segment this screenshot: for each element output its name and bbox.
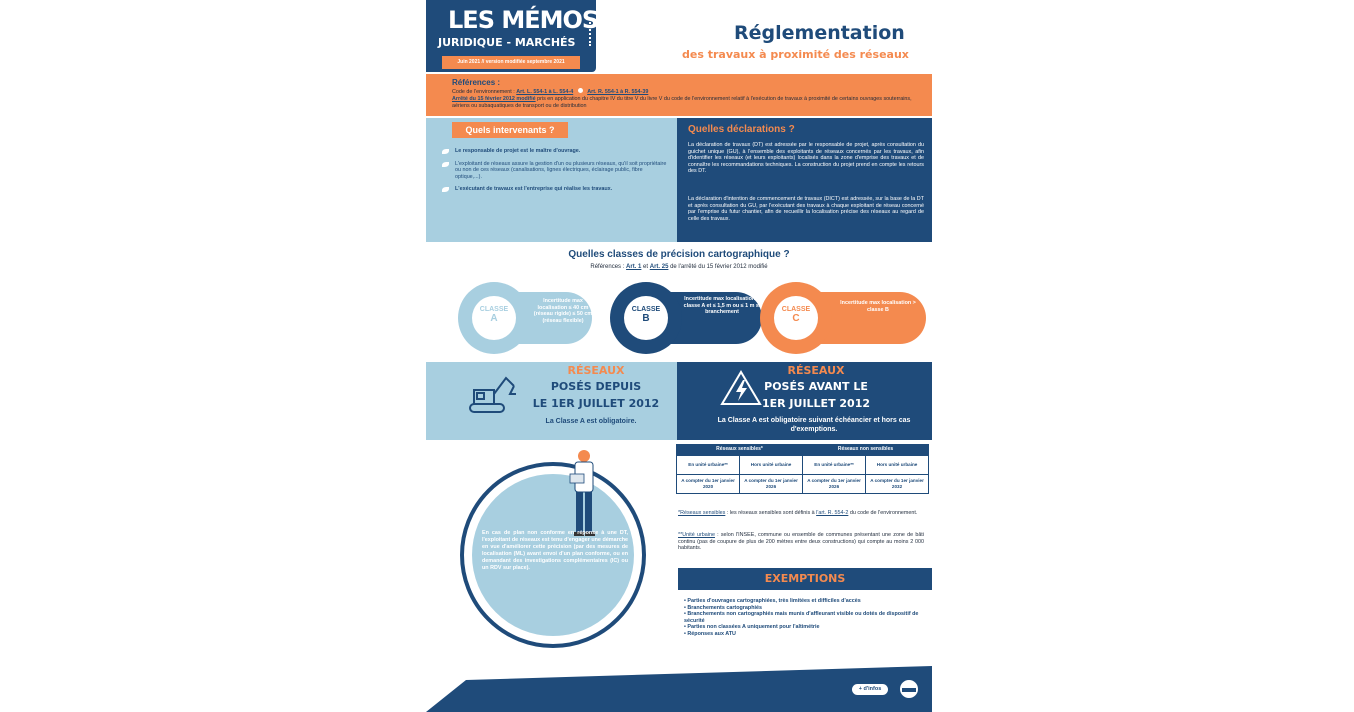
bullet-dot-icon: • (684, 598, 688, 604)
arrete-link[interactable]: Arrêté du 15 février 2012 modifié (452, 96, 536, 102)
footnote-unite-link[interactable]: **Unité urbaine (678, 532, 715, 538)
logo-stripe (902, 688, 916, 692)
references-code-line (452, 88, 922, 96)
class-b-label: CLASSE (631, 306, 661, 313)
page-title: Réglementation (734, 22, 905, 44)
class-a-label: CLASSE (479, 306, 509, 313)
exemption-text: Branchements non cartographiés mais munis d'affleurant visible ou dotés de dispositif de sécurité (684, 611, 919, 624)
arrete-text: pris en application du chapitre IV du titre V du livre V du code de l'environnement relatif à l'exécution de travaux à proximité de certains ouvrages souterrains, aériens ou subaquatiques de transport ou de distribution (452, 96, 912, 109)
declarations-heading: Quelles déclarations ? (688, 124, 795, 135)
table-cell: A compter du 1er janvier 2032 (866, 474, 929, 493)
exemption-item (684, 631, 924, 638)
intervenants-list (442, 148, 668, 193)
exemption-text: Réponses aux ATU (687, 630, 736, 637)
exemptions-heading: EXEMPTIONS (678, 568, 932, 590)
declarations-p1: La déclaration de travaux (DT) est adressée par le responsable de projet, après consultation du guichet unique (GU), à l'ensemble des exploitants de réseaux concernés par les travaux, afin d'identifier les réseaux (et leurs exploitants) localisés dans la zone d'emprise des travaux et de connaître les recommandations techniques. La construction du projet prend en compte les retours des DT. (688, 142, 924, 175)
bullet-dot-icon: • (684, 604, 688, 611)
class-a-letter: A (490, 313, 498, 324)
reseaux-depuis-line1: RÉSEAUX (567, 364, 625, 377)
class-c-label: CLASSE (781, 306, 811, 313)
declarations-panel (677, 118, 932, 242)
class-a-text: Incertitude max localisation ≤ 40 cm (réseau rigide) ≤ 50 cm (réseau flexible) (533, 298, 593, 324)
dots-divider (589, 22, 593, 46)
classes-refs (426, 264, 932, 270)
code-prefix: Code de l'environnement : (452, 89, 517, 95)
ref-link-r554[interactable]: Art. R. 554-1 à R. 554-39 (587, 89, 649, 95)
bullet-dot-icon: • (684, 624, 688, 631)
bullet-dot-icon: • (684, 630, 688, 637)
footnote-sensibles (678, 510, 924, 517)
reseaux-depuis-line2: POSÉS DEPUIS (550, 380, 642, 393)
class-a-badge (472, 296, 516, 340)
reseaux-avant-line3: 1ER JUILLET 2012 (761, 397, 871, 410)
reseaux-avant-line1: RÉSEAUX (787, 364, 845, 377)
issue-number: 3 (597, 22, 606, 39)
publisher-logo (898, 678, 920, 700)
table-col-header: Hors unité urbaine (740, 455, 803, 474)
footnote-sensibles-text: : les réseaux sensibles sont définis à (725, 510, 817, 516)
refs-mid: et (641, 264, 650, 270)
ref-art25[interactable]: Art. 25 (649, 264, 669, 270)
intervenant-text: Le responsable de projet est le maître d'ouvrage. (455, 148, 581, 154)
table-cell: A compter du 1er janvier 2026 (740, 474, 803, 493)
more-info-button[interactable]: + d'infos (852, 684, 888, 695)
memo-page (426, 0, 932, 712)
intervenant-item (442, 186, 668, 193)
table-col-header: En unité urbaine** (677, 455, 740, 474)
engineer-figure-icon (564, 448, 604, 540)
class-b-letter: B (642, 313, 650, 324)
excavator-icon (466, 372, 518, 416)
table-cell: A compter du 1er janvier 2020 (677, 474, 740, 493)
class-b-badge (624, 296, 668, 340)
notice-circle-text: En cas de plan non conforme en réponse à une DT, l'exploitant de réseaux est tenu d'engager une démarche en vue d'améliorer cette précision (par des mesures de localisation (ML) avant envoi d'un plan conforme, ou en demandant des investigations complémentaires (IC) ou un RDV sur place). (482, 530, 628, 571)
reseaux-avant-note: La Classe A est obligatoire suivant échéancier et hors cas d'exemptions. (717, 417, 911, 433)
series-subtitle: JURIDIQUE - MARCHÉS (438, 36, 576, 49)
footnote-sensibles-link[interactable]: *Réseaux sensibles (678, 510, 726, 516)
ref-art1[interactable]: Art. 1 (626, 264, 642, 270)
table-row (677, 455, 929, 474)
declarations-p2: La déclaration d'intention de commencement de travaux (DICT) est adressée, sur la base de la DT et après consultation du GU, par l'exécutant des travaux à chaque exploitant de réseau concerné par l'emprise du futur chantier, afin de recueillir la localisation précise des réseaux au regard de celle des travaux. (688, 196, 924, 222)
leaf-bullet-icon (442, 187, 449, 192)
table-group-sensibles: Réseaux sensibles* (677, 445, 803, 456)
intervenants-heading: Quels intervenants ? (452, 122, 568, 138)
footnote-sensibles-end: du code de l'environnement. (848, 510, 918, 516)
class-c-text: Incertitude max localisation > classe B (840, 300, 916, 313)
exemptions-list (684, 598, 924, 638)
exemption-text: Parties d'ouvrages cartographiées, très limitées et difficiles d'accès (687, 598, 861, 604)
intervenant-item (442, 161, 668, 181)
class-c-letter: C (792, 313, 800, 324)
exemption-item (684, 605, 924, 612)
date-badge: Juin 2021 // version modifiée septembre 2021 (442, 56, 580, 69)
exemption-text: Branchements cartographiés (687, 604, 762, 611)
table-col-header: Hors unité urbaine (866, 455, 929, 474)
leaf-bullet-icon (442, 162, 449, 167)
footnote-unite-text: : selon l'INSEE, commune ou ensemble de communes présentant une zone de bâti continu (pas de coupure de plus de 200 mètres entre deux constructions) qui compte au moins 2 000 habitants. (678, 532, 925, 552)
table-row (677, 474, 929, 493)
exemption-item (684, 611, 924, 624)
intervenant-text: L'exécutant de travaux est l'entreprise qui réalise les travaux. (455, 186, 613, 193)
series-title: LES MÉMOS (448, 6, 599, 34)
reseaux-depuis-line3: LE 1ER JUILLET 2012 (532, 397, 660, 410)
reseaux-avant-line2: POSÉS AVANT LE (764, 380, 868, 393)
table-col-header: En unité urbaine** (802, 455, 865, 474)
footnote-sensibles-ref[interactable]: l'art. R. 554-2 (816, 510, 849, 516)
refs-suffix: de l'arrêté du 15 février 2012 modifié (668, 264, 768, 270)
reseaux-depuis-note: La Classe A est obligatoire. (545, 418, 637, 425)
exemption-text: Parties non classées A uniquement pour l'altimétrie (687, 624, 820, 631)
ref-link-l554[interactable]: Art. L. 554-1 à L. 554-4 (516, 89, 574, 95)
bullet-dot-icon (578, 88, 583, 93)
schedule-table (676, 444, 929, 494)
table-cell: A compter du 1er janvier 2026 (802, 474, 865, 493)
page-subtitle: des travaux à proximité des réseaux (682, 48, 909, 61)
intervenant-item (442, 148, 668, 155)
bullet-dot-icon: • (684, 611, 688, 618)
class-b-text: Incertitude max localisation > classe A et ≤ 1,5 m ou ≤ 1 m si branchement (683, 296, 761, 316)
table-group-non-sensibles: Réseaux non sensibles (802, 445, 928, 456)
exemption-item (684, 598, 924, 605)
references-heading: Références : (452, 78, 501, 87)
leaf-bullet-icon (442, 149, 449, 154)
intervenant-text: L'exploitant de réseaux assure la gestion d'un ou plusieurs réseaux, qu'il soit propriétaire ou non de ces réseaux (canalisations, lignes électriques, éclairage public, fibre optique,...). (455, 160, 667, 180)
references-arrete (452, 96, 922, 109)
class-c-badge (774, 296, 818, 340)
refs-prefix: Références : (590, 264, 627, 270)
footnote-unite (678, 532, 924, 552)
exemption-item (684, 624, 924, 631)
classes-heading: Quelles classes de précision cartographique ? (568, 249, 790, 260)
